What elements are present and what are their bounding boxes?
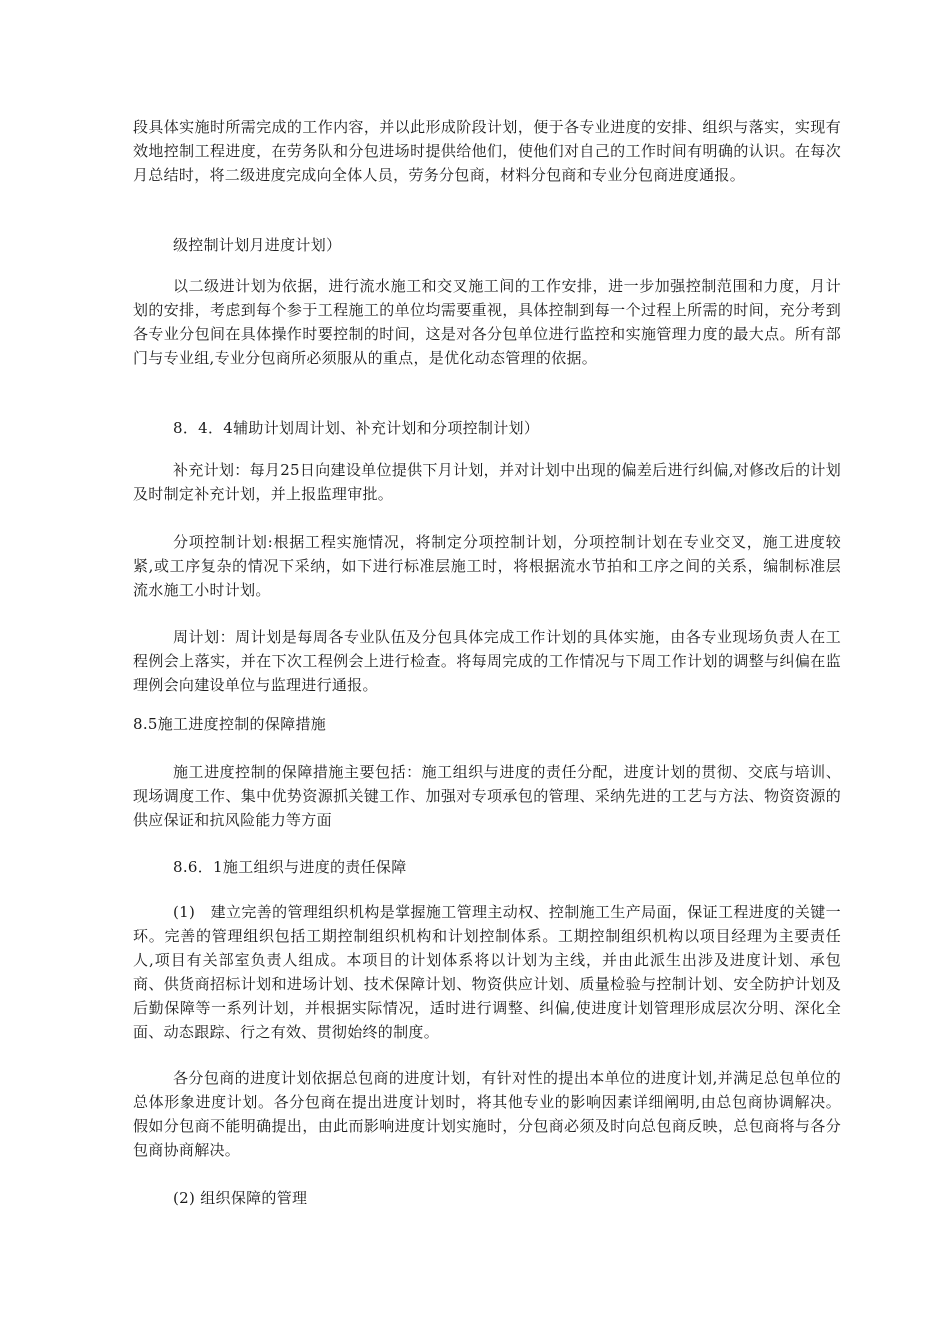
section-heading-monthly-plan: 级控制计划月进度计划） <box>173 236 342 254</box>
section-heading-8-6-1: 8.6．1施工组织与进度的责任保障 <box>173 858 407 876</box>
item-heading-2: (2) 组织保障的管理 <box>173 1189 308 1207</box>
body-paragraph-subcontractors: 各分包商的进度计划依据总包商的进度计划，有针对性的提出本单位的进度计划,并满足总包单位的总体形象进度计划。各分包商在提出进度计划时，将其他专业的影响因素详细阐明,由总包商协调解决。假如分包商不能明确提出，由此而影响进度计划实施时，分包商必须及时向总包商反映，总包商将与各分包商协商解决。 <box>133 1069 841 1159</box>
body-paragraph-weekly-plan: 周计划：周计划是每周各专业队伍及分包具体完成工作计划的具体实施，由各专业现场负责人在工程例会上落实，并在下次工程例会上进行检查。将每周完成的工作情况与下周工作计划的调整与纠偏在监理例会向建设单位与监理进行通报。 <box>133 628 841 694</box>
body-paragraph-continued: 段具体实施时所需完成的工作内容，并以此形成阶段计划，便于各专业进度的安排、组织与落实，实现有效地控制工程进度，在劳务队和分包进场时提供给他们，使他们对自己的工作时间有明确的认识。在每次月总结时，将二级进度完成向全体人员，劳务分包商，材料分包商和专业分包商进度通报。 <box>133 118 841 184</box>
body-paragraph-supplementary-plan: 补充计划：每月25日向建设单位提供下月计划，并对计划中出现的偏差后进行纠偏,对修改后的计划及时制定补充计划，并上报监理审批。 <box>133 461 841 503</box>
body-paragraph-item-1: (1) 建立完善的管理组织机构是掌握施工管理主动权、控制施工生产局面，保证工程进度的关键一环。完善的管理组织包括工期控制组织机构和计划控制体系。工期控制组织机构以项目经理为主要责任人,项目有关部室负责人组成。本项目的计划体系将以计划为主线，并由此派生出涉及进度计划、承包商、供货商招标计划和进场计划、技术保障计划、物资供应计划、质量检验与控制计划、安全防护计划及后勤保障等一系列计划，并根据实际情况，适时进行调整、纠偏,使进度计划管理形成层次分明、深化全面、动态跟踪、行之有效、贯彻始终的制度。 <box>133 903 841 1041</box>
section-heading-8-5: 8.5施工进度控制的保障措施 <box>133 715 327 733</box>
body-paragraph-safeguard-measures: 施工进度控制的保障措施主要包括：施工组织与进度的责任分配，进度计划的贯彻、交底与培训、现场调度工作、集中优势资源抓关键工作、加强对专项承包的管理、采纳先进的工艺与方法、物资资源的供应保证和抗风险能力等方面 <box>133 763 841 829</box>
body-paragraph-itemized-plan: 分项控制计划:根据工程实施情况，将制定分项控制计划，分项控制计划在专业交叉，施工进度较紧,或工序复杂的情况下采纳，如下进行标准层施工时，将根据流水节拍和工序之间的关系，编制标准层流水施工小时计划。 <box>133 533 841 599</box>
body-paragraph-monthly-plan: 以二级进计划为依据，进行流水施工和交叉施工间的工作安排，进一步加强控制范围和力度，月计划的安排，考虑到每个参于工程施工的单位均需要重视，具体控制到每一个过程上所需的时间，充分考到各专业分包间在具体操作时要控制的时间，这是对各分包单位进行监控和实施管理力度的最大点。所有部门与专业组,专业分包商所必须服从的重点，是优化动态管理的依据。 <box>133 277 841 367</box>
section-heading-8-4-4: 8．4．4辅助计划周计划、补充计划和分项控制计划） <box>173 419 540 437</box>
